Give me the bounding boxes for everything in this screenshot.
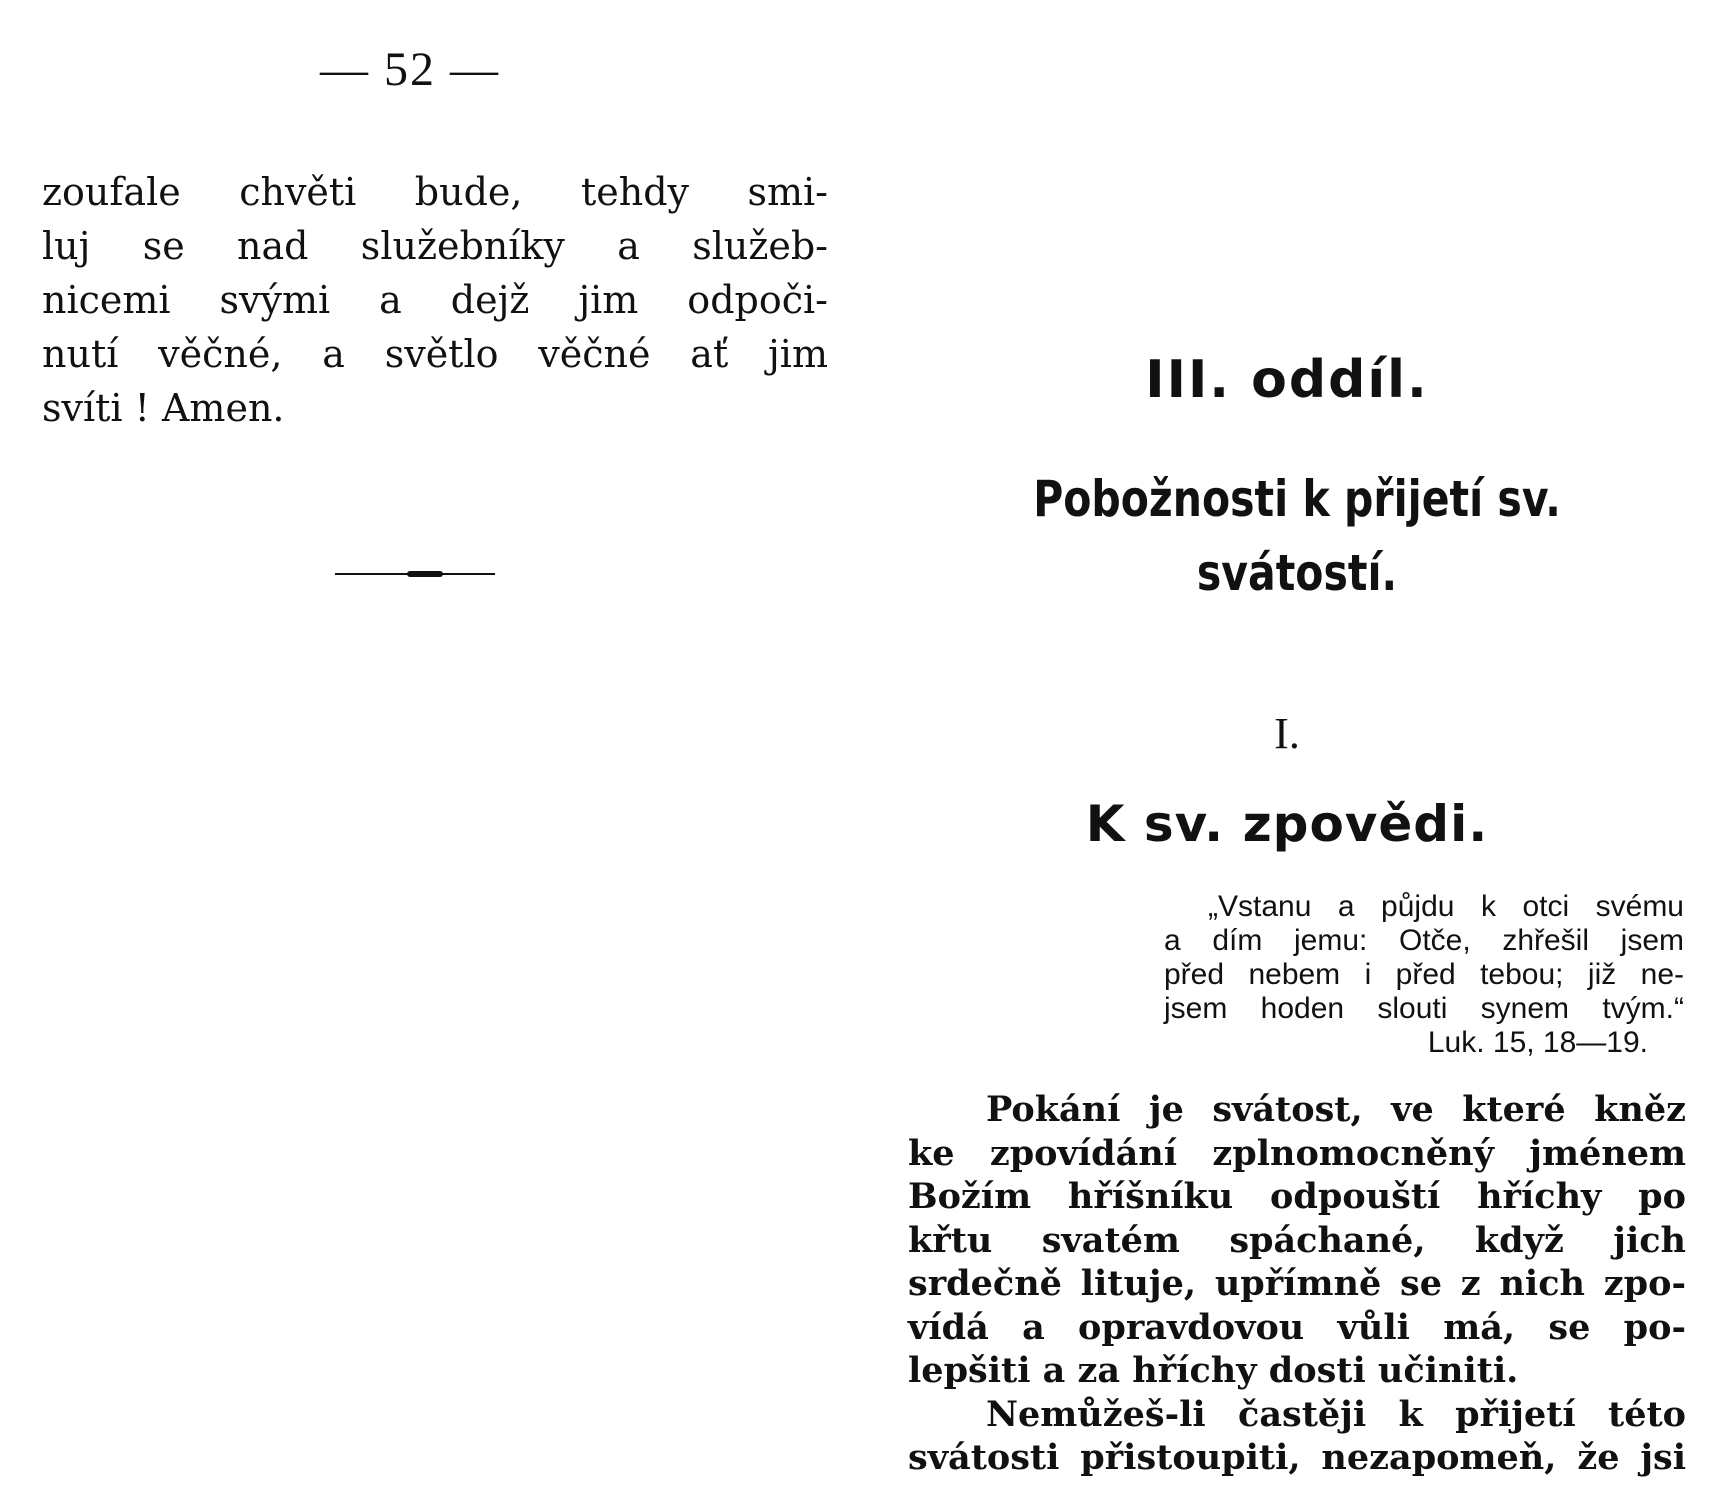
paragraph	[908, 1088, 1686, 1393]
text-line: Nemůžeš-li častěji k přijetí této	[986, 1393, 1686, 1435]
text-line: luj se nad služebníky a služeb-	[42, 224, 828, 268]
text-line: ke zpovídání zplnomocněný jménem	[908, 1132, 1686, 1174]
ornament-thick-line	[407, 571, 443, 577]
text-line: vídá a opravdovou vůli má, se po-	[908, 1306, 1686, 1348]
page-number: — 52 —	[320, 43, 500, 96]
epigraph-line: „Vstanu a půjdu k otci svému	[1208, 890, 1684, 923]
section-number: I.	[1274, 709, 1300, 758]
text-line: křtu svatém spáchané, když jich	[908, 1219, 1686, 1261]
text-line: srdečně lituje, upřímně se z nich zpo-	[908, 1263, 1686, 1304]
epigraph-line: jsem hoden slouti synem tvým.“	[1164, 992, 1684, 1025]
text-line: svátosti přistoupiti, nezapomeň, že jsi	[908, 1437, 1686, 1478]
body-text	[908, 1088, 1686, 1480]
text-line: zoufale chvěti bude, tehdy smi-	[42, 170, 828, 214]
paragraph	[908, 1393, 1686, 1480]
text-line: Božím hříšníku odpouští hříchy po	[908, 1176, 1686, 1217]
epigraph-reference: Luk. 15, 18—19.	[1427, 1026, 1648, 1059]
ornamental-rule	[335, 570, 495, 578]
epigraph	[1164, 890, 1684, 1060]
text-line: nutí věčné, a světlo věčné ať jim	[42, 332, 828, 376]
text-line: lepšiti a za hříchy dosti učiniti.	[908, 1350, 1519, 1391]
epigraph-line: a dím jemu: Otče, zhřešil jsem	[1164, 924, 1684, 957]
left-page-text	[42, 165, 828, 435]
text-line: svíti ! Amen.	[42, 386, 285, 430]
main-heading-line: Pobožnosti k přijetí sv.	[1033, 470, 1561, 528]
main-heading	[953, 462, 1640, 610]
part-title: III. oddíl.	[1145, 350, 1429, 410]
epigraph-line: před nebem i před tebou; již ne-	[1164, 958, 1684, 991]
right-page	[858, 0, 1716, 1500]
section-title: K sv. zpovědi.	[1085, 795, 1489, 853]
text-line: Pokání je svátost, ve které kněz	[986, 1089, 1686, 1130]
main-heading-line: svátostí.	[1196, 544, 1398, 602]
text-line: nicemi svými a dejž jim odpoči-	[42, 278, 828, 322]
